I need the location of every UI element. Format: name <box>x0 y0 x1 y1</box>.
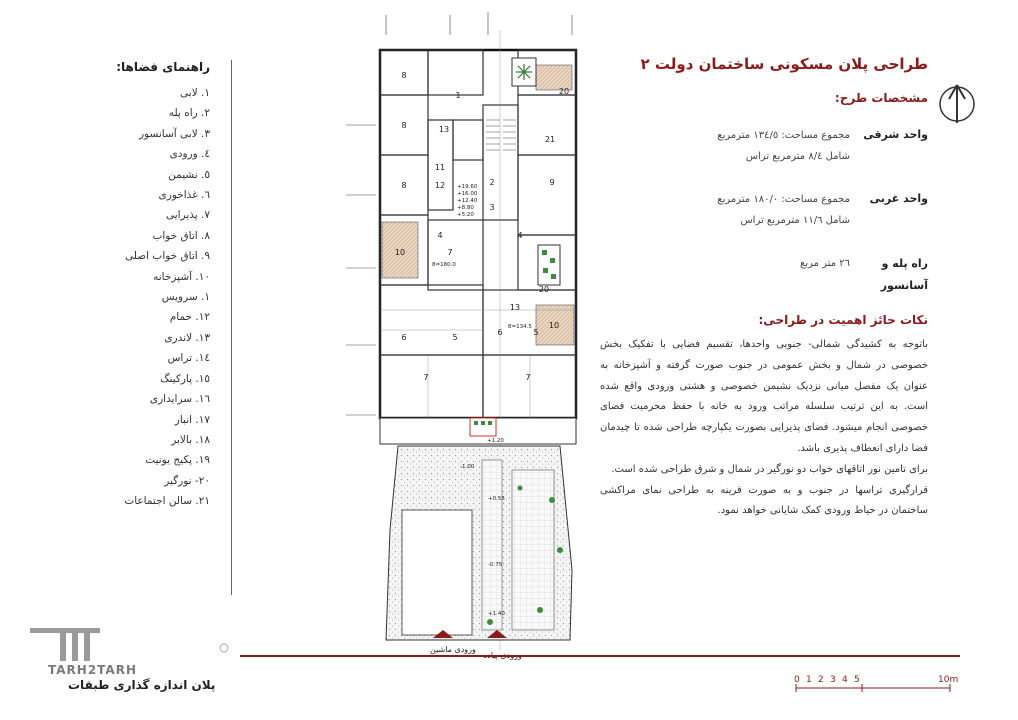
svg-text:+5.20: +5.20 <box>457 212 474 218</box>
svg-text:+16.00: +16.00 <box>457 191 478 197</box>
room-number: 4 <box>437 231 443 240</box>
footer-rule <box>240 655 960 657</box>
spec-area: مجموع مساحت: ۱۳٤/٥ مترمربع <box>717 130 850 141</box>
legend-item: ۲. راه پله <box>168 107 210 120</box>
legend-item: ٦. غذاخوری <box>158 189 210 202</box>
spec-label: راه پله و آسانسور <box>880 257 928 292</box>
legend-item: ۱. لابی <box>180 87 210 99</box>
svg-text:-0.75: -0.75 <box>488 562 503 568</box>
spec-area: ۲٦ متر مربع <box>800 258 850 269</box>
floor-plan-drawing <box>340 10 600 665</box>
specs-title: مشخصات طرح: <box>834 91 928 105</box>
scale-tick-label: 1 <box>806 675 812 685</box>
room-number: 2 <box>489 178 495 187</box>
legend-item: ٥. نشیمن <box>168 168 210 181</box>
legend-title: راهنمای فضاها: <box>116 60 210 74</box>
room-number: 7 <box>447 248 453 257</box>
svg-text:+8.80: +8.80 <box>457 205 474 211</box>
room-number: 8 <box>401 181 407 190</box>
scale-bar <box>790 672 960 694</box>
west-unit-area: 8=180.0 <box>432 262 456 268</box>
room-number: 3 <box>489 203 495 212</box>
room-number: 5 <box>452 333 458 342</box>
legend-item: ۱۹. پکیج یونیت <box>145 454 210 467</box>
legend-item: ۱۳. لاندری <box>164 331 210 344</box>
room-number: 8 <box>401 71 407 80</box>
spec-row <box>600 125 928 167</box>
room-number: 12 <box>434 181 446 190</box>
legend-item: ۳. لابی آسانسور <box>138 127 210 140</box>
scale-tick-label: 4 <box>842 675 848 685</box>
scale-tick-label: 5 <box>854 675 860 685</box>
spec-label: واحد غربی <box>869 192 928 205</box>
space-legend <box>40 60 210 512</box>
spec-row <box>600 189 928 231</box>
legend-item: ۱۷. انبار <box>174 413 210 426</box>
legend-divider <box>231 60 232 595</box>
legend-item: ۹. اتاق خواب اصلی <box>125 250 210 263</box>
scale-tick-label: 3 <box>830 675 836 685</box>
design-info <box>600 55 928 522</box>
east-unit-area: 8=134.5 <box>508 324 532 330</box>
legend-list <box>40 83 210 512</box>
scale-tick-label: 10m <box>938 675 959 685</box>
car-entrance-label: ورودی ماشین <box>430 645 476 654</box>
legend-item: ٤. ورودی <box>169 148 210 161</box>
room-number: 21 <box>544 135 556 144</box>
note-paragraph: باتوجه به کشیدگی شمالی- جنوبی واحدها، تقسیم فضایی با تفکیک بخش خصوصی در شمال و بخش عمومی در جنوب صورت گرفته و آشپزخانه به عنوان یک مفصل میانی نزدیک نشیمن خصوصی و هشتی ورودی واقع شده است. به این ترتیب سلسله مراتب ورود به خانه با حفظ محرمیت فضای خصوصی انجام میشود. فضای پذیرایی بصورت یکپارچه طراحی شده تا چیدمان فضا دارای انعطاف پذیری باشد. <box>600 339 928 454</box>
spec-terrace: شامل ۱۱/٦ مترمربع تراس <box>740 215 850 226</box>
room-number: 10 <box>394 248 406 257</box>
room-number: 13 <box>509 303 521 312</box>
north-arrow-icon <box>937 82 977 126</box>
spec-terrace: شامل ۸/٤ مترمربع تراس <box>745 151 850 162</box>
legend-item: ۱. سرویس <box>161 291 210 304</box>
spec-row <box>600 253 928 297</box>
legend-item: ۱٤. تراس <box>167 352 210 365</box>
legend-item: ۸. اتاق خواب <box>152 229 210 242</box>
legend-item: ۲۰- نورگیر <box>164 474 210 487</box>
room-number: 10 <box>548 321 560 330</box>
note-paragraph: برای تامین نور اتاقهای خواب دو نورگیر در شمال و شرق طراحی شده است. <box>611 463 928 475</box>
svg-text:+0.55: +0.55 <box>488 496 505 502</box>
logo-text: TARH2TARH <box>48 663 137 677</box>
room-number: 1 <box>455 91 461 100</box>
room-number: 7 <box>525 373 531 382</box>
spec-area: مجموع مساحت: ۱۸۰/۰ مترمربع <box>717 194 850 205</box>
legend-item: ۲۱. سالن اجتماعات <box>124 495 210 508</box>
room-number: 9 <box>549 178 555 187</box>
room-number: 11 <box>434 163 446 172</box>
legend-item: ۱٥. پارکینگ <box>160 372 210 385</box>
room-number: 13 <box>438 125 450 134</box>
room-number: 7 <box>423 373 429 382</box>
note-paragraph: قرارگیری تراسها در جنوب و به صورت قرینه به طراحی نمای مراکشی ساختمان در حیاط ورودی کمک شایانی خواهد نمود. <box>600 484 928 517</box>
legend-item: ۱۰. آشپزخانه <box>153 270 210 283</box>
room-number: 6 <box>497 328 503 337</box>
scale-tick-label: 0 <box>794 675 800 685</box>
room-number: 6 <box>401 333 407 342</box>
pedestrian-path <box>482 460 502 630</box>
svg-text:-1.00: -1.00 <box>460 464 475 470</box>
parking-ramp <box>402 510 472 635</box>
legend-item: ۱٦. سرایداری <box>149 393 210 406</box>
legend-item: ۷. پذیرایی <box>165 209 210 222</box>
scale-tick-label: 2 <box>818 675 824 685</box>
svg-text:+19.60: +19.60 <box>457 184 478 190</box>
room-number: 20 <box>538 285 550 294</box>
room-number: 20 <box>558 87 570 96</box>
floor-plan <box>340 10 600 665</box>
room-number: 8 <box>401 121 407 130</box>
spec-label: واحد شرقی <box>863 128 928 141</box>
legend-item: ۱۲. حمام <box>169 311 210 324</box>
svg-text:+1.40: +1.40 <box>488 611 505 617</box>
svg-text:+1.20: +1.20 <box>487 438 504 444</box>
notes-title: نکات حائز اهمیت در طراحی: <box>758 313 928 327</box>
room-number: 5 <box>533 328 539 337</box>
sheet-title: طراحی پلان مسکونی ساختمان دولت ۲ <box>640 55 928 73</box>
svg-text:+12.40: +12.40 <box>457 198 478 204</box>
room-number: 4 <box>517 231 523 240</box>
legend-item: ۱۸. بالابر <box>171 433 210 446</box>
sheet-caption: پلان اندازه گذاری طبقات <box>68 678 216 692</box>
